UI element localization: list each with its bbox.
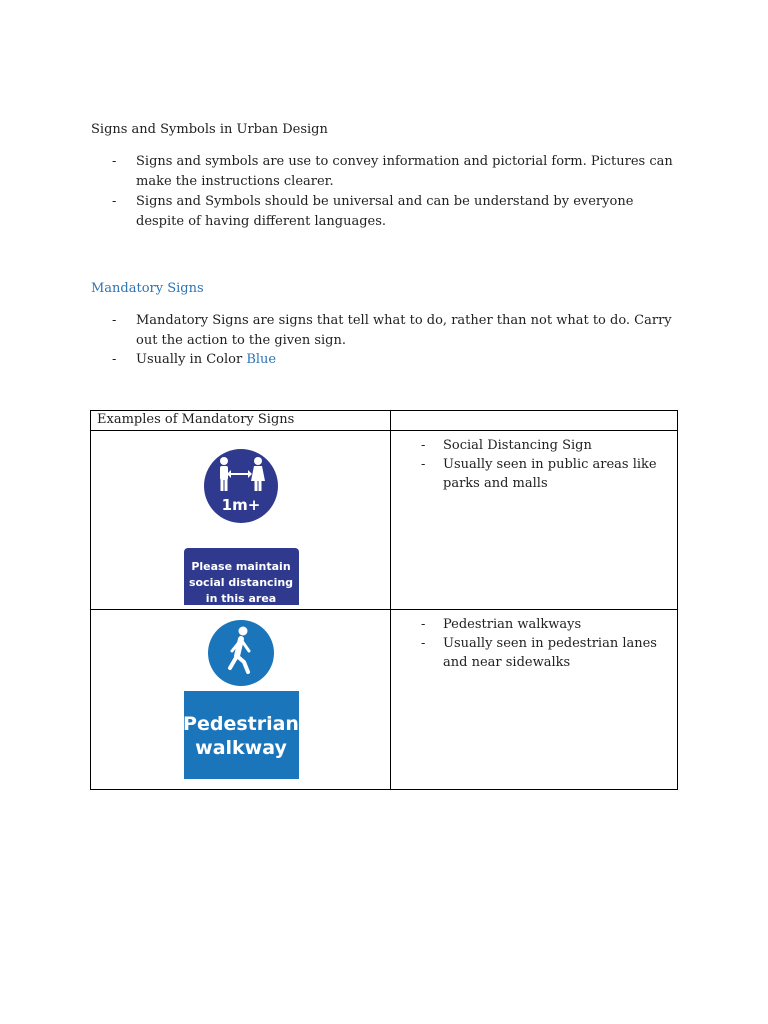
section-heading: Mandatory Signs bbox=[91, 281, 204, 296]
mandatory-bullet-list bbox=[91, 311, 681, 370]
table-row bbox=[91, 431, 678, 610]
list-item bbox=[91, 311, 681, 350]
list-item bbox=[391, 634, 671, 672]
bullet-dash: - bbox=[112, 194, 117, 209]
list-item bbox=[391, 455, 671, 493]
list-item bbox=[91, 192, 681, 232]
description-cell bbox=[391, 610, 678, 790]
bullet-text: Pedestrian walkways bbox=[443, 617, 582, 632]
table-row bbox=[91, 610, 678, 790]
description-bullet-list bbox=[391, 436, 677, 493]
list-item bbox=[391, 436, 671, 455]
bullet-dash: - bbox=[112, 154, 117, 169]
bullet-dash: - bbox=[421, 617, 426, 632]
bullet-text: Usually in Color bbox=[136, 352, 247, 367]
bullet-text: Social Distancing Sign bbox=[443, 438, 592, 453]
bullet-dash: - bbox=[112, 313, 117, 328]
bullet-dash: - bbox=[421, 636, 426, 651]
sign-panel bbox=[184, 691, 299, 779]
bullet-dash: - bbox=[421, 438, 426, 453]
list-item bbox=[91, 152, 681, 192]
sign-panel-line: Please maintain bbox=[191, 560, 291, 573]
sign-panel-line: social distancing bbox=[188, 576, 294, 589]
bullet-text: Usually seen in pedestrian lanes and near sidewalks bbox=[443, 636, 657, 670]
pedestrian-walkway-sign-image bbox=[91, 610, 384, 785]
bullet-text: Signs and symbols are use to convey information and pictorial form. Pictures can make the instructions clearer. bbox=[136, 154, 673, 189]
bullet-text: Usually seen in public areas like parks and malls bbox=[443, 457, 657, 491]
examples-table bbox=[90, 410, 678, 790]
table-header-cell-empty bbox=[391, 411, 678, 431]
bullet-dash: - bbox=[112, 352, 117, 367]
document-title: Signs and Symbols in Urban Design bbox=[91, 122, 328, 137]
table-header-cell: Examples of Mandatory Signs bbox=[91, 411, 391, 431]
description-cell bbox=[391, 431, 678, 610]
bullet-dash: - bbox=[421, 457, 426, 472]
sign-panel-line: Pedestrian bbox=[183, 713, 299, 735]
sign-image-cell bbox=[91, 610, 391, 790]
intro-bullet-list bbox=[91, 152, 681, 232]
social-distancing-sign-image bbox=[91, 431, 384, 605]
description-bullet-list bbox=[391, 615, 677, 672]
list-item bbox=[391, 615, 671, 634]
blue-highlight-text: Blue bbox=[246, 352, 277, 367]
bullet-text: Signs and Symbols should be universal and can be understand by everyone despite of having different languages. bbox=[136, 194, 634, 229]
sign-panel-line: walkway bbox=[195, 737, 287, 759]
table-header-row bbox=[91, 411, 678, 431]
sign-panel-line: in this area bbox=[205, 592, 277, 605]
sign-badge-text: 1m+ bbox=[221, 496, 261, 514]
list-item bbox=[91, 350, 681, 370]
bullet-text: Mandatory Signs are signs that tell what to do, rather than not what to do. Carry out the action to the given sign. bbox=[136, 313, 672, 348]
sign-image-cell bbox=[91, 431, 391, 610]
